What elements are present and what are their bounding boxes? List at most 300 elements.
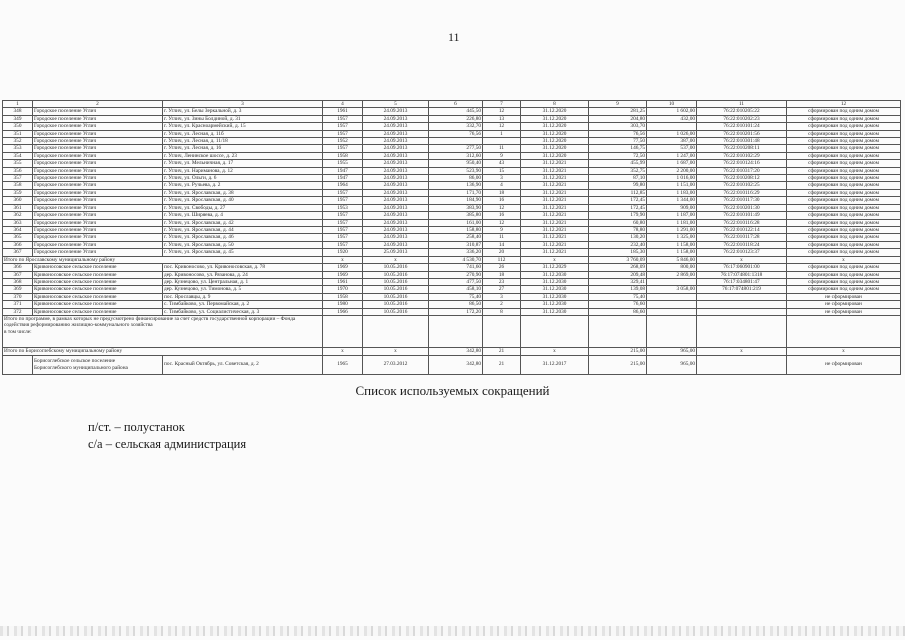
table-cell: г. Углич, ул. Ярославская, д. 50 <box>163 241 323 248</box>
table-row <box>3 182 901 189</box>
table-cell: 1 247,00 <box>647 152 697 159</box>
total-cell: х <box>521 347 589 355</box>
table-cell: 31.12.2021 <box>521 226 589 233</box>
table-row <box>3 278 901 285</box>
table-cell: 24.09.2013 <box>363 234 429 241</box>
abbreviation-item: п/ст. – полустанок <box>88 420 185 434</box>
table-cell: 76:22:010102:25 <box>697 182 787 189</box>
total-cell: 965,00 <box>647 347 697 355</box>
table-cell: 31.12.2021 <box>521 212 589 219</box>
table-cell <box>323 315 363 347</box>
table-cell: 372 <box>3 308 33 315</box>
table-cell: 362 <box>3 212 33 219</box>
table-cell: 1980 <box>323 301 363 308</box>
table-cell: 76,56 <box>429 130 483 137</box>
table-cell: 1955 <box>323 160 363 167</box>
table-cell: 348 <box>3 108 33 115</box>
table-cell: 24.09.2013 <box>363 130 429 137</box>
table-cell: г. Углич, ул. Нариманова, д. 12 <box>163 167 323 174</box>
abbreviations-heading: Список используемых сокращений <box>355 383 550 398</box>
table-cell: 1 325,00 <box>647 234 697 241</box>
table-cell: 172,20 <box>429 308 483 315</box>
table-cell: 24.09.2013 <box>363 204 429 211</box>
total-cell: 342,80 <box>429 347 483 355</box>
table-cell: 130,20 <box>589 234 647 241</box>
table-cell <box>647 308 697 315</box>
total-row <box>3 256 901 264</box>
total-cell: 215,00 <box>589 347 647 355</box>
table-row <box>3 355 901 374</box>
table-cell: 1 016,00 <box>647 175 697 182</box>
table-cell: 24.09.2013 <box>363 241 429 248</box>
table-cell: 351 <box>3 130 33 137</box>
register-table-container <box>2 100 900 375</box>
table-cell: г. Углич, Ленинское шоссе, д. 23 <box>163 152 323 159</box>
table-cell <box>647 278 697 285</box>
table-cell: 86,50 <box>429 301 483 308</box>
table-cell: 270,90 <box>429 271 483 278</box>
table-cell: 24.09.2013 <box>363 167 429 174</box>
table-cell: 1947 <box>323 167 363 174</box>
table-cell: 10.05.2016 <box>363 271 429 278</box>
table-cell: 171,70 <box>429 189 483 196</box>
table-cell: г. Углич, ул. Ширяева, д. 4 <box>163 212 323 219</box>
table-row <box>3 167 901 174</box>
table-cell: 31.12.2021 <box>521 234 589 241</box>
table-cell: 2 <box>33 101 163 108</box>
table-cell: Городское поселение Углич <box>33 241 163 248</box>
table-cell: 370 <box>3 293 33 300</box>
table-cell: 1 344,00 <box>647 197 697 204</box>
table-cell: г. Углич, ул. Ярославская, д. 46 <box>163 234 323 241</box>
table-cell <box>647 301 697 308</box>
table-cell <box>787 315 901 347</box>
table-cell: Кривоносовское сельское поселение <box>33 286 163 293</box>
table-cell: 24.09.2013 <box>363 108 429 115</box>
table-cell: 1 <box>3 101 33 108</box>
table-cell: 432,00 <box>647 115 697 122</box>
table-cell: 31.12.2020 <box>521 138 589 145</box>
table-cell: 387,00 <box>647 138 697 145</box>
table-cell <box>647 315 697 347</box>
table-cell: 1 602,00 <box>647 108 697 115</box>
table-cell: 354 <box>3 152 33 159</box>
table-cell: 15 <box>483 167 521 174</box>
table-cell: 10.05.2016 <box>363 264 429 271</box>
table-cell: 12 <box>483 123 521 130</box>
table-cell: 1957 <box>323 226 363 233</box>
table-cell: 11 <box>483 234 521 241</box>
table-cell: сформирован под одним домом <box>787 249 901 256</box>
table-cell: сформирован под одним домом <box>787 145 901 152</box>
table-cell: 43 <box>483 160 521 167</box>
table-cell: сформирован под одним домом <box>787 271 901 278</box>
table-cell: 76:17:034801:47 <box>697 278 787 285</box>
table-cell: 8 <box>521 101 589 108</box>
table-cell: 31.12.2021 <box>521 160 589 167</box>
table-cell: 161,00 <box>429 219 483 226</box>
table-cell: дер. Кривоносово, ул. Рязанова, д. 24 <box>163 271 323 278</box>
table-cell <box>429 138 483 145</box>
table-cell: Городское поселение Углич <box>33 160 163 167</box>
table-cell: 31.12.2021 <box>521 189 589 196</box>
table-row <box>3 175 901 182</box>
table-cell: 352,75 <box>589 167 647 174</box>
scan-edge-artifact <box>0 626 905 636</box>
table-cell: 1961 <box>323 278 363 285</box>
table-cell: 16 <box>483 212 521 219</box>
table-cell: 31.12.2017 <box>521 355 589 374</box>
table-cell: 1957 <box>323 145 363 152</box>
table-cell: 1953 <box>323 204 363 211</box>
table-cell: Борисоглебское сельское поселение Борисоглебского муниципального района <box>33 355 163 374</box>
table-row <box>3 308 901 315</box>
table-cell: 353 <box>3 145 33 152</box>
table-cell: 23 <box>483 278 521 285</box>
table-cell: 7 <box>483 101 521 108</box>
table-cell: г. Углич, ул. Ручьева, д. 2 <box>163 182 323 189</box>
table-cell: 356 <box>3 167 33 174</box>
table-cell: 363 <box>3 219 33 226</box>
table-cell: 1957 <box>323 234 363 241</box>
table-cell: 31.12.2021 <box>521 175 589 182</box>
table-cell: 31.12.2021 <box>521 219 589 226</box>
total-cell: 3 760,09 <box>589 256 647 264</box>
table-cell: 139,08 <box>589 286 647 293</box>
total-cell: х <box>787 347 901 355</box>
table-cell: 76:22:010101:49 <box>697 212 787 219</box>
table-cell: 13 <box>483 115 521 122</box>
table-cell: 310,87 <box>429 241 483 248</box>
table-cell: 1 151,00 <box>647 182 697 189</box>
total-row <box>3 347 901 355</box>
table-cell: сформирован под одним домом <box>787 219 901 226</box>
table-cell: 31.12.2021 <box>521 167 589 174</box>
table-cell: 27.03.2012 <box>363 355 429 374</box>
table-cell: 1 183,00 <box>647 189 697 196</box>
table-cell: 24.09.2013 <box>363 189 429 196</box>
table-cell: пос. Красный Октябрь, ул. Советская, д. 2 <box>163 355 323 374</box>
table-cell: 12 <box>483 204 521 211</box>
table-cell: 3 <box>483 293 521 300</box>
table-cell: 146,75 <box>589 145 647 152</box>
table-cell: дер. Кузнецово, ул. Центральная, д. 1 <box>163 278 323 285</box>
table-cell: 1 291,00 <box>647 226 697 233</box>
table-cell: 158,80 <box>429 226 483 233</box>
table-cell: 31.12.2021 <box>521 241 589 248</box>
table-cell: 215,00 <box>589 355 647 374</box>
table-cell: 349 <box>3 115 33 122</box>
table-cell: 172,45 <box>589 204 647 211</box>
table-cell: 204,80 <box>589 115 647 122</box>
table-cell: 1958 <box>323 293 363 300</box>
table-cell: 1970 <box>323 286 363 293</box>
table-cell: 1957 <box>323 130 363 137</box>
table-row <box>3 123 901 130</box>
table-cell: 360 <box>3 197 33 204</box>
table-cell: 1 158,00 <box>647 249 697 256</box>
table-cell: 368 <box>3 278 33 285</box>
table-cell <box>521 315 589 347</box>
table-cell: сформирован под одним домом <box>787 234 901 241</box>
table-cell: 31.12.2030 <box>521 278 589 285</box>
table-cell: 1952 <box>323 138 363 145</box>
table-cell: 371 <box>3 301 33 308</box>
table-row <box>3 219 901 226</box>
table-row <box>3 197 901 204</box>
table-cell: 21 <box>483 355 521 374</box>
total-cell: 5 846,00 <box>647 256 697 264</box>
table-cell: 268,09 <box>589 264 647 271</box>
table-cell: 800,00 <box>647 264 697 271</box>
table-cell: г. Углич, ул. Ярославская, д. 44 <box>163 226 323 233</box>
table-cell: сформирован под одним домом <box>787 286 901 293</box>
table-cell: 10.05.2016 <box>363 293 429 300</box>
table-cell: 31.12.2030 <box>521 308 589 315</box>
table-cell: Кривоносовское сельское поселение <box>33 308 163 315</box>
table-cell: 24.09.2013 <box>363 152 429 159</box>
table-cell: 184,90 <box>429 197 483 204</box>
table-cell: 1957 <box>323 115 363 122</box>
table-cell: 76,56 <box>589 130 647 137</box>
table-cell: 76:17:060901:00 <box>697 264 787 271</box>
table-cell: 31.12.2020 <box>521 130 589 137</box>
table-cell: 76:22:010117:28 <box>697 234 787 241</box>
table-cell: 209,48 <box>589 271 647 278</box>
table-cell: 75,40 <box>429 293 483 300</box>
table-cell: Кривоносовское сельское поселение <box>33 293 163 300</box>
table-cell: 477,50 <box>429 278 483 285</box>
total-cell: х <box>363 347 429 355</box>
table-cell <box>697 308 787 315</box>
table-cell: 185,30 <box>589 249 647 256</box>
table-cell: не сформирован <box>787 355 901 374</box>
total-cell: 112 <box>483 256 521 264</box>
table-cell: 76:17:074801:1318 <box>697 271 787 278</box>
table-cell: 75,40 <box>589 293 647 300</box>
table-cell: Городское поселение Углич <box>33 197 163 204</box>
total-cell: х <box>697 256 787 264</box>
table-cell: г. Углич, ул. Лесная, д. 11/18 <box>163 138 323 145</box>
table-cell: 5 <box>363 101 429 108</box>
table-cell: Городское поселение Углич <box>33 249 163 256</box>
table-cell: 31.12.2030 <box>521 301 589 308</box>
table-cell: 10.05.2016 <box>363 278 429 285</box>
table-cell: сформирован под одним домом <box>787 241 901 248</box>
table-cell: 1920 <box>323 249 363 256</box>
total-label: Итого по Ярославскому муниципальному району <box>3 256 323 264</box>
total-cell: х <box>697 347 787 355</box>
table-row <box>3 189 901 196</box>
table-cell: 24.09.2013 <box>363 175 429 182</box>
table-row <box>3 108 901 115</box>
table-row <box>3 226 901 233</box>
table-cell: 3 <box>483 175 521 182</box>
table-cell: г. Углич, ул. Белы Зеркальной, д. 3 <box>163 108 323 115</box>
table-cell: 258,40 <box>429 234 483 241</box>
table-cell: 76:22:010116:29 <box>697 189 787 196</box>
program-note-row <box>3 315 901 347</box>
total-label: Итого по Борисоглебскому муниципальному району <box>3 347 323 355</box>
register-table <box>2 100 901 375</box>
table-row <box>3 152 901 159</box>
table-cell: 281,25 <box>589 108 647 115</box>
total-cell: 21 <box>483 347 521 355</box>
table-cell: сформирован под одним домом <box>787 167 901 174</box>
table-cell: 366 <box>3 241 33 248</box>
table-row <box>3 130 901 137</box>
table-cell: 303,70 <box>589 123 647 130</box>
table-cell: 361 <box>3 204 33 211</box>
total-cell: х <box>323 256 363 264</box>
table-cell: сформирован под одним домом <box>787 152 901 159</box>
table-cell: 72,50 <box>589 152 647 159</box>
table-cell: 1957 <box>323 241 363 248</box>
table-cell: 76:22:010123:37 <box>697 249 787 256</box>
table-cell: пос. Кривоносово, ул. Кривоносовская, д. 78 <box>163 264 323 271</box>
table-cell: 76:22:010208:12 <box>697 175 787 182</box>
table-cell: 9 <box>589 101 647 108</box>
table-cell: 350 <box>3 123 33 130</box>
table-cell: 2 869,00 <box>647 271 697 278</box>
table-cell: Городское поселение Углич <box>33 189 163 196</box>
total-cell: х <box>787 256 901 264</box>
table-cell: 1957 <box>323 123 363 130</box>
table-cell: 18 <box>483 189 521 196</box>
table-cell: 385,80 <box>429 212 483 219</box>
table-cell: 367 <box>3 249 33 256</box>
table-cell: 367 <box>3 271 33 278</box>
table-cell: сформирован под одним домом <box>787 175 901 182</box>
table-cell: сформирован под одним домом <box>787 189 901 196</box>
table-cell <box>697 315 787 347</box>
table-cell: г. Углич, ул. Мельничная, д. 17 <box>163 160 323 167</box>
table-cell: 741,60 <box>429 264 483 271</box>
table-cell: сформирован под одним домом <box>787 212 901 219</box>
table-cell: 31.12.2020 <box>521 152 589 159</box>
table-cell: 24.09.2013 <box>363 138 429 145</box>
table-cell: 76:22:010205:22 <box>697 108 787 115</box>
table-cell: 357 <box>3 175 33 182</box>
table-cell: 6 <box>429 101 483 108</box>
table-cell: 9 <box>483 152 521 159</box>
table-cell: 24.09.2013 <box>363 197 429 204</box>
table-cell: 1 187,00 <box>647 212 697 219</box>
table-cell: 1 <box>483 130 521 137</box>
table-cell: сформирован под одним домом <box>787 226 901 233</box>
table-cell: 8 <box>483 308 521 315</box>
table-cell: 10.05.2016 <box>363 308 429 315</box>
table-cell: Кривоносовское сельское поселение <box>33 271 163 278</box>
table-cell: 364 <box>3 226 33 233</box>
table-cell: Городское поселение Углич <box>33 226 163 233</box>
table-cell: г. Углич, ул. Ярославская, д. 45 <box>163 249 323 256</box>
table-row <box>3 264 901 271</box>
table-cell: 31.12.2021 <box>521 182 589 189</box>
table-cell: 31.12.2030 <box>521 293 589 300</box>
table-cell: 365 <box>3 234 33 241</box>
table-cell: 31.12.2020 <box>521 108 589 115</box>
table-cell: 1957 <box>323 189 363 196</box>
table-cell: 1 026,00 <box>647 130 697 137</box>
table-cell: 366 <box>3 264 33 271</box>
table-cell: 112,85 <box>589 189 647 196</box>
table-cell: 99,80 <box>589 182 647 189</box>
table-cell: 31.12.2020 <box>521 145 589 152</box>
table-cell: Городское поселение Углич <box>33 130 163 137</box>
table-cell: 359 <box>3 189 33 196</box>
table-row <box>3 286 901 293</box>
abbreviation-item: с/а – сельская администрация <box>88 437 247 451</box>
table-cell: с. Тимбайково, ул. Первомайская, д. 2 <box>163 301 323 308</box>
table-cell: г. Углич, ул. Зины Болдиной, д. 31 <box>163 115 323 122</box>
table-cell: 76:22:010117:30 <box>697 197 787 204</box>
table-cell: 1 181,00 <box>647 219 697 226</box>
table-cell: г. Углич, ул. Лесная, д. 16 <box>163 145 323 152</box>
table-cell: 24.09.2013 <box>363 160 429 167</box>
table-cell <box>483 138 521 145</box>
table-cell: г. Углич, ул. Красноармейский, д. 15 <box>163 123 323 130</box>
table-cell: 179,90 <box>589 212 647 219</box>
table-cell: 383,90 <box>429 204 483 211</box>
table-cell: 31.12.2021 <box>521 204 589 211</box>
table-cell: 1961 <box>323 108 363 115</box>
table-cell: 1 687,00 <box>647 160 697 167</box>
table-cell <box>483 315 521 347</box>
table-cell: сформирован под одним домом <box>787 278 901 285</box>
table-cell <box>647 123 697 130</box>
table-cell: 76:22:010122:14 <box>697 226 787 233</box>
table-cell: 226,80 <box>429 115 483 122</box>
table-cell: 78,80 <box>589 226 647 233</box>
table-cell: Городское поселение Углич <box>33 204 163 211</box>
table-cell: 965,00 <box>647 355 697 374</box>
table-cell: 1965 <box>323 355 363 374</box>
total-cell: 4 530,70 <box>429 256 483 264</box>
table-cell: 24.09.2013 <box>363 219 429 226</box>
table-row <box>3 301 901 308</box>
total-cell: х <box>323 347 363 355</box>
table-cell: 1969 <box>323 271 363 278</box>
table-cell: 10.05.2016 <box>363 301 429 308</box>
table-cell: 458,10 <box>429 286 483 293</box>
table-cell: сформирован под одним домом <box>787 264 901 271</box>
table-cell: Городское поселение Углич <box>33 145 163 152</box>
table-cell: 352 <box>3 138 33 145</box>
table-cell: Городское поселение Углич <box>33 123 163 130</box>
table-cell: 31.12.2030 <box>521 286 589 293</box>
table-cell: 312,60 <box>429 152 483 159</box>
table-cell: 277,50 <box>429 145 483 152</box>
table-cell: 76:22:010201:30 <box>697 204 787 211</box>
table-cell: 1957 <box>323 212 363 219</box>
table-cell: 4 <box>323 101 363 108</box>
table-cell: 11 <box>483 145 521 152</box>
table-cell: 14 <box>483 241 521 248</box>
table-row <box>3 138 901 145</box>
table-cell: 3 <box>163 101 323 108</box>
total-cell: х <box>363 256 429 264</box>
table-cell: 445,50 <box>429 108 483 115</box>
table-cell: Городское поселение Углич <box>33 175 163 182</box>
table-cell: сформирован под одним домом <box>787 182 901 189</box>
table-cell: 342,80 <box>429 355 483 374</box>
table-cell: 12 <box>787 101 901 108</box>
table-cell: 172,45 <box>589 197 647 204</box>
table-cell: 523,90 <box>429 167 483 174</box>
table-cell: 60,80 <box>589 219 647 226</box>
table-cell: 1964 <box>323 182 363 189</box>
